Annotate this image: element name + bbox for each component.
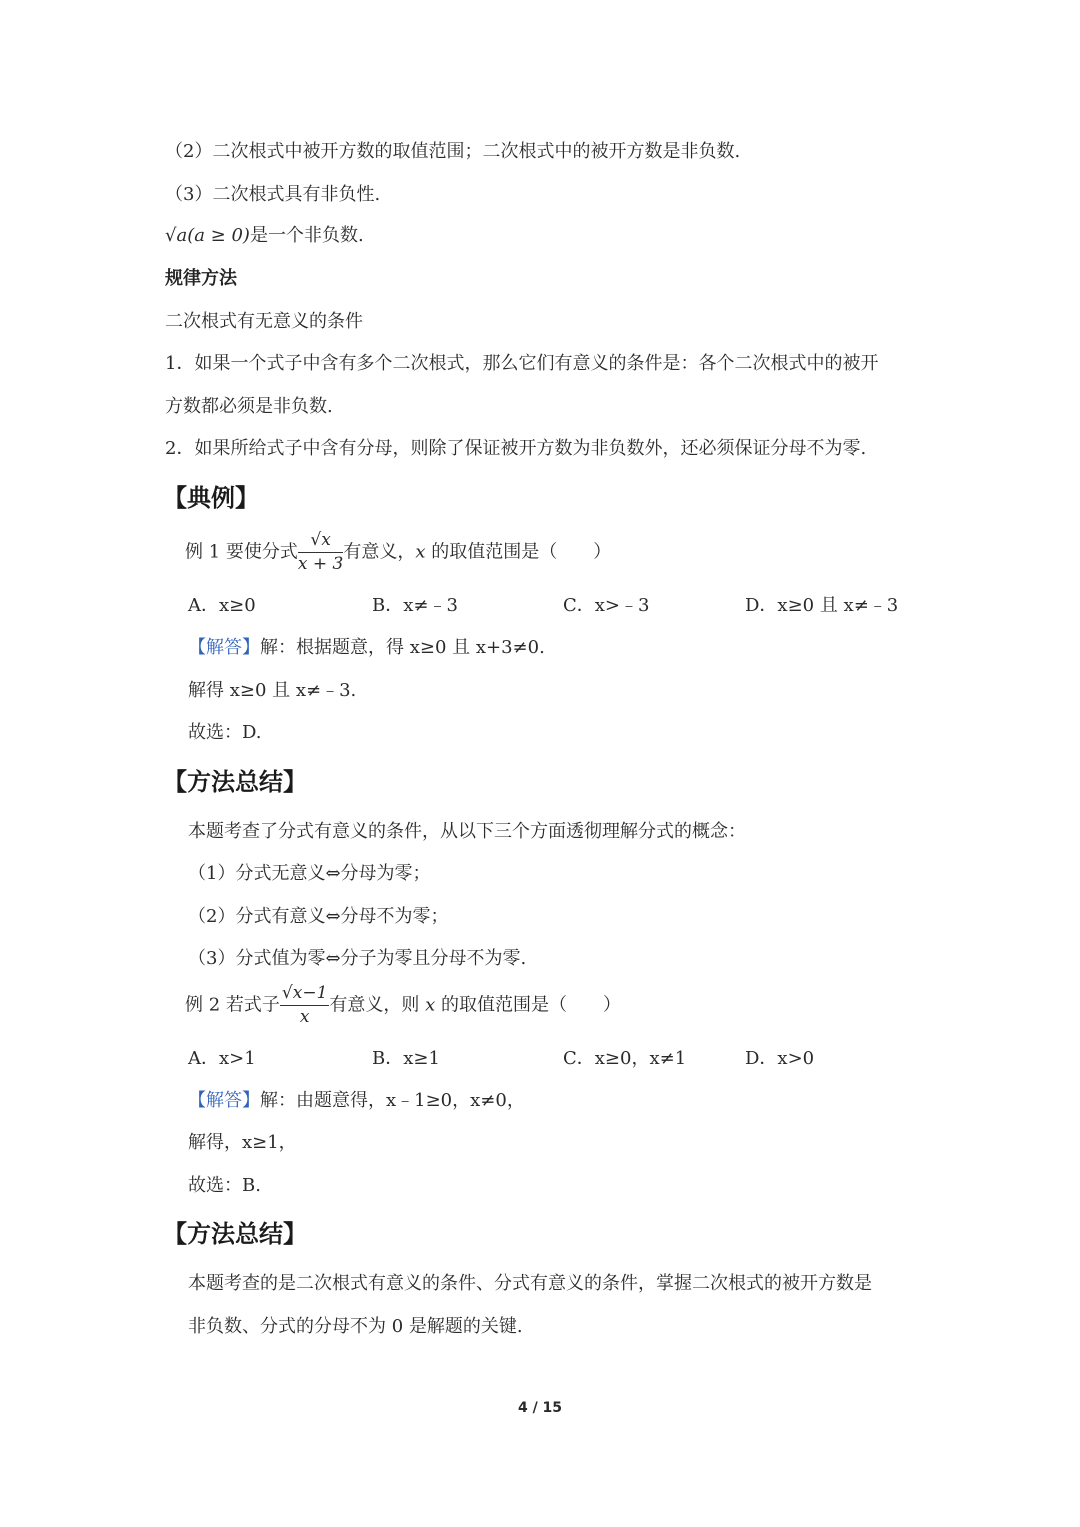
example-1-fraction: [298, 532, 343, 573]
example-2-answer: [188, 1092, 525, 1110]
summary-2-line-1: 本题考查的是二次根式有意义的条件、分式有意义的条件，掌握二次根式的被开方数是: [188, 1273, 872, 1294]
example-2-var: x: [425, 994, 436, 1016]
example-1-option-a: A．x≥0: [188, 595, 256, 616]
example-1-option-d: D．x≥0 且 x≠﹣3: [745, 595, 899, 616]
example-2-answer-line-2: 解得，x≥1，: [188, 1132, 297, 1153]
summary-1-heading: 【方法总结】: [163, 768, 307, 796]
answer-text: 解：根据题意，得 x≥0 且 x+3≠0.: [260, 637, 545, 658]
fraction-denominator: x: [299, 1007, 310, 1027]
answer-tag: 【解答】: [188, 1090, 260, 1111]
example-2-option-c: C．x≥0，x≠1: [563, 1048, 687, 1069]
typical-heading: 【典例】: [163, 484, 259, 512]
rules-item-1-line-2: 方数都必须是非负数.: [165, 396, 333, 417]
example-1-answer-line-3: 故选：D.: [188, 722, 262, 743]
summary-1-item-2: （2）分式有意义⇔分母不为零；: [188, 906, 449, 927]
example-2-question: [185, 985, 621, 1026]
fraction-numerator: √x: [298, 532, 343, 553]
example-1-answer-line-2: 解得 x≥0 且 x≠﹣3.: [188, 680, 357, 701]
example-1-prefix: 例 1 要使分式: [185, 541, 298, 563]
intro-sqrt-line: [165, 227, 364, 245]
rules-item-1-line-1: 1．如果一个式子中含有多个二次根式，那么它们有意义的条件是：各个二次根式中的被开: [165, 353, 879, 374]
example-2-option-a: A．x>1: [188, 1048, 256, 1069]
example-1-question: [185, 532, 611, 573]
answer-tag: 【解答】: [188, 637, 260, 658]
sqrt-expression: √a(a ≥ 0): [165, 225, 250, 246]
example-2-suffix-b: 的取值范围是（ ）: [435, 994, 622, 1016]
summary-1-item-1: （1）分式无意义⇔分母为零；: [188, 863, 431, 884]
intro-paragraph-3: （3）二次根式具有非负性.: [165, 184, 381, 205]
example-2-option-d: D．x>0: [745, 1048, 815, 1069]
example-2-suffix-a: 有意义，则: [329, 994, 426, 1016]
fraction-denominator: x + 3: [297, 554, 344, 574]
summary-1-item-3: （3）分式值为零⇔分子为零且分母不为零.: [188, 948, 527, 969]
example-1-option-c: C．x>﹣3: [563, 595, 650, 616]
summary-2-heading: 【方法总结】: [163, 1220, 307, 1248]
fraction-numerator: √x−1: [280, 985, 329, 1006]
example-2-answer-line-3: 故选：B.: [188, 1175, 261, 1196]
sqrt-tail: 是一个非负数.: [249, 225, 364, 246]
example-2-fraction: [280, 985, 329, 1026]
example-1-option-b: B．x≠﹣3: [372, 595, 458, 616]
example-1-suffix-a: 有意义，: [343, 541, 416, 563]
summary-1-intro: 本题考查了分式有意义的条件，从以下三个方面透彻理解分式的概念：: [188, 821, 746, 842]
page-number: 4 / 15: [517, 1400, 563, 1416]
answer-text: 解：由题意得，x﹣1≥0，x≠0，: [260, 1090, 525, 1111]
summary-2-line-2: 非负数、分式的分母不为 0 是解题的关键.: [188, 1316, 523, 1337]
example-1-answer: [188, 639, 545, 657]
example-1-suffix-b: 的取值范围是（ ）: [425, 541, 612, 563]
example-1-var: x: [415, 541, 426, 563]
rules-title: 规律方法: [165, 268, 237, 289]
rules-item-2: 2．如果所给式子中含有分母，则除了保证被开方数为非负数外，还必须保证分母不为零.: [165, 438, 867, 459]
example-2-option-b: B．x≥1: [372, 1048, 440, 1069]
intro-paragraph-2: （2）二次根式中被开方数的取值范围；二次根式中的被开方数是非负数.: [165, 141, 741, 162]
example-2-prefix: 例 2 若式子: [185, 994, 280, 1016]
rules-subtitle: 二次根式有无意义的条件: [165, 311, 363, 332]
